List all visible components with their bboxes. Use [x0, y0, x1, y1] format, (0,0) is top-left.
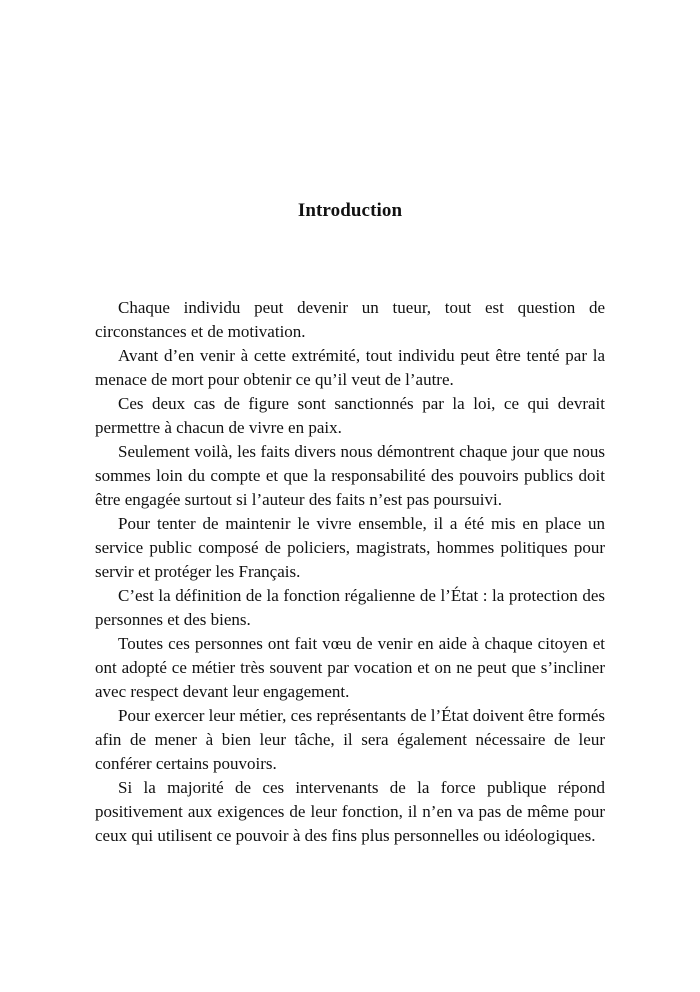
chapter-title: Introduction: [297, 200, 403, 221]
paragraph: Chaque individu peut devenir un tueur, tout est question de circonstances et de motivation.: [95, 298, 605, 341]
paragraph: Si la majorité de ces intervenants de la force publique répond positivement aux exigences de leur fonction, il n’en va pas de même pour ceux qui utilisent ce pouvoir à des fins plus personnelles ou idéologiques.: [95, 778, 605, 845]
paragraph: Toutes ces personnes ont fait vœu de venir en aide à chaque citoyen et ont adopté ce métier très souvent par vocation et on ne peut que s’incliner avec respect devant leur engagement.: [95, 634, 605, 701]
paragraph: Ces deux cas de figure sont sanctionnés par la loi, ce qui devrait permettre à chacun de vivre en paix.: [95, 394, 605, 437]
paragraph: C’est la définition de la fonction régalienne de l’État : la protection des personnes et des biens.: [95, 586, 605, 629]
paragraph: Pour tenter de maintenir le vivre ensemble, il a été mis en place un service public composé de policiers, magistrats, hommes politiques pour servir et protéger les Français.: [95, 514, 605, 581]
paragraph: Seulement voilà, les faits divers nous démontrent chaque jour que nous sommes loin du compte et que la responsabilité des pouvoirs publics doit être engagée surtout si l’auteur des faits n’est pas poursuivi.: [95, 442, 605, 509]
paragraph: Pour exercer leur métier, ces représentants de l’État doivent être formés afin de mener à bien leur tâche, il sera également nécessaire de leur conférer certains pouvoirs.: [95, 706, 605, 773]
body-text: [95, 296, 605, 848]
paragraph: Avant d’en venir à cette extrémité, tout individu peut être tenté par la menace de mort pour obtenir ce qu’il veut de l’autre.: [95, 346, 605, 389]
